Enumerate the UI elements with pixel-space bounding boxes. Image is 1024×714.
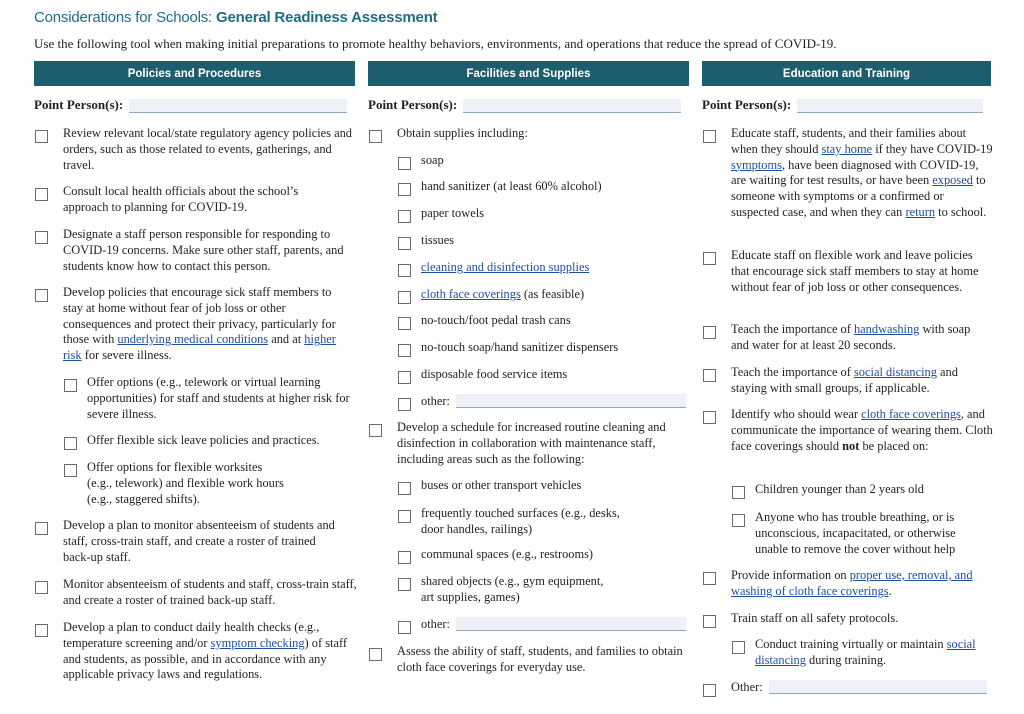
checkbox[interactable] — [398, 157, 411, 170]
checkbox[interactable] — [398, 291, 411, 304]
checkbox[interactable] — [35, 289, 48, 302]
checklist-item-review-policies: Review relevant local/state regulatory agency policies and orders, such as those related to events, gatherings, and travel. — [63, 126, 352, 172]
checklist-item-absenteeism-plan: Develop a plan to monitor absenteeism of students and staff, cross-train staff, and create a roster of trained back-up staff. — [63, 518, 335, 564]
checkbox[interactable] — [398, 317, 411, 330]
other-area-field[interactable] — [456, 617, 686, 631]
return-link[interactable]: return — [905, 204, 936, 219]
supply-tissues: tissues — [421, 233, 455, 247]
intro-text: Use the following tool when making initial preparations to promote healthy behaviors, environments, and operations that reduce the spread of COVID-19. — [34, 36, 837, 51]
supply-hand-sanitizer: hand sanitizer (at least 60% alcohol) — [421, 179, 602, 193]
checklist-item-face-coverings: Identify who should wear cloth face coverings, and communicate the importance of wearing them. Cloth face coverings should not be placed on: — [731, 407, 993, 453]
other-supply-field[interactable] — [456, 394, 686, 408]
checklist-item-train-staff: Train staff on all safety protocols. — [731, 611, 899, 625]
checklist-item-sick-policies: Develop policies that encourage sick staff members to stay at home without fear of job loss or other consequences and protect their privacy, particularly for those with underlying medical conditions and at higher risk for severe illness. — [63, 285, 336, 363]
checklist-item-monitor-absenteeism: Monitor absenteeism of students and staff, cross-train staff, and create a roster of trained back-up staff. — [63, 577, 357, 607]
area-other: other: — [421, 617, 687, 633]
checkbox[interactable] — [64, 464, 77, 477]
point-person-education: Point Person(s): — [702, 97, 983, 113]
checkbox[interactable] — [398, 398, 411, 411]
social-distancing-link[interactable]: social distancing — [853, 365, 937, 379]
exposed-link[interactable]: exposed — [932, 173, 973, 188]
checklist-subitem-telework-options: Offer options (e.g., telework or virtual learning opportunities) for staff and students at higher risk for severe illness. — [87, 375, 350, 421]
checkbox[interactable] — [35, 188, 48, 201]
stay-home-link[interactable]: stay home — [821, 141, 873, 156]
area-touched-surfaces: frequently touched surfaces (e.g., desks, door handles, railings) — [421, 506, 620, 536]
supply-cleaning — [421, 260, 687, 276]
checklist-subitem-sick-leave: Offer flexible sick leave policies and practices. — [87, 433, 320, 447]
checklist-item-designate-staff: Designate a staff person responsible for responding to COVID-19 concerns. Make sure other staff, parents, and students know how to contact this person. — [63, 227, 344, 273]
area-communal-spaces: communal spaces (e.g., restrooms) — [421, 547, 594, 561]
checkbox[interactable] — [398, 264, 411, 277]
checkbox[interactable] — [398, 621, 411, 634]
checkbox[interactable] — [35, 624, 48, 637]
checkbox[interactable] — [398, 482, 411, 495]
checkbox[interactable] — [703, 572, 716, 585]
checkbox[interactable] — [398, 578, 411, 591]
social-distancing-link[interactable]: social distancing — [755, 637, 976, 667]
area-buses: buses or other transport vehicles — [421, 478, 582, 492]
area-shared-objects: shared objects (e.g., gym equipment, art supplies, games) — [421, 574, 604, 604]
column-header-facilities: Facilities and Supplies — [368, 61, 689, 86]
checkbox[interactable] — [35, 522, 48, 535]
checklist-subitem-conduct-training: Conduct training virtually or maintain social distancing during training. — [755, 637, 976, 667]
cleaning-supplies-link[interactable]: cleaning and disinfection supplies — [421, 260, 590, 274]
checklist-item-provide-information: Provide information on proper use, removal, and washing of cloth face coverings. — [731, 568, 973, 598]
checkbox[interactable] — [398, 371, 411, 384]
checklist-item-consult-officials: Consult local health officials about the school’s approach to planning for COVID-19. — [63, 184, 299, 214]
checklist-item-educate-stay-home: Educate staff, students, and their families about when they should stay home if they have COVID-19 symptoms, have been diagnosed with COVID-19, are waiting for test results, or have been exposed to someone with symptoms or a confirmed or suspected case, and when they can return to school. — [731, 126, 993, 219]
checkbox[interactable] — [703, 684, 716, 697]
checklist-subitem-trouble-breathing: Anyone who has trouble breathing, or is unconscious, incapacitated, or otherwise unable to remove the cover without help — [755, 510, 956, 556]
checkbox[interactable] — [703, 326, 716, 339]
supply-cloth-face-coverings: cloth face coverings (as feasible) — [421, 287, 585, 301]
checkbox[interactable] — [64, 379, 77, 392]
underlying-conditions-link[interactable]: underlying medical conditions — [117, 332, 269, 347]
checkbox[interactable] — [398, 237, 411, 250]
supply-soap: soap — [421, 153, 444, 167]
checkbox[interactable] — [35, 581, 48, 594]
cloth-face-coverings-link[interactable]: cloth face coverings — [861, 407, 961, 421]
checkbox[interactable] — [703, 369, 716, 382]
supply-paper-towels: paper towels — [421, 206, 484, 220]
checkbox[interactable] — [35, 231, 48, 244]
checkbox[interactable] — [398, 344, 411, 357]
point-person-facilities: Point Person(s): — [368, 97, 681, 113]
proper-use-link[interactable]: proper use, removal, and washing of cloth face coverings — [731, 568, 973, 598]
higher-risk-link[interactable]: higher risk — [63, 332, 336, 363]
checklist-item-assess-face-coverings: Assess the ability of staff, students, and families to obtain cloth face coverings for everyday use. — [397, 644, 683, 674]
cloth-face-coverings-link[interactable]: cloth face coverings — [421, 287, 521, 301]
point-person-policies: Point Person(s): — [34, 97, 347, 113]
checkbox[interactable] — [369, 130, 382, 143]
checkbox[interactable] — [64, 437, 77, 450]
checklist-item-educate-leave-policies: Educate staff on flexible work and leave policies that encourage sick staff members to stay at home without fear of job loss or other consequences. — [731, 248, 979, 294]
symptoms-link[interactable]: symptoms — [731, 157, 782, 172]
checklist-subitem-flexible-worksites: Offer options for flexible worksites (e.g., telework) and flexible work hours (e.g., staggered shifts). — [87, 460, 284, 506]
symptom-checking-link[interactable]: symptom checking — [210, 635, 305, 650]
handwashing-link[interactable]: handwashing — [853, 322, 920, 336]
column-header-education: Education and Training — [702, 61, 991, 86]
supply-dispensers: no-touch soap/hand sanitizer dispensers — [421, 340, 619, 354]
checklist-item-obtain-supplies: Obtain supplies including: — [397, 126, 528, 140]
checkbox[interactable] — [703, 411, 716, 424]
point-person-field[interactable] — [797, 99, 983, 113]
supply-other: other: — [421, 394, 687, 410]
supply-food-service: disposable food service items — [421, 367, 568, 381]
column-header-policies: Policies and Procedures — [34, 61, 355, 86]
checklist-item-handwashing: Teach the importance of handwashing with soap and water for at least 20 seconds. — [731, 322, 971, 352]
checkbox[interactable] — [398, 183, 411, 196]
checklist-subitem-children-under-2: Children younger than 2 years old — [755, 482, 924, 496]
checkbox[interactable] — [732, 514, 745, 527]
point-person-field[interactable] — [129, 99, 347, 113]
checkbox[interactable] — [369, 424, 382, 437]
checkbox[interactable] — [398, 210, 411, 223]
checkbox[interactable] — [703, 252, 716, 265]
checkbox[interactable] — [703, 130, 716, 143]
checkbox[interactable] — [35, 130, 48, 143]
checkbox[interactable] — [732, 486, 745, 499]
point-person-field[interactable] — [463, 99, 681, 113]
checkbox[interactable] — [369, 648, 382, 661]
checklist-item-social-distancing: Teach the importance of social distancing and staying with small groups, if applicable. — [731, 365, 958, 395]
checklist-item-cleaning-schedule: Develop a schedule for increased routine cleaning and disinfection in collaboration with maintenance staff, including areas such as the following: — [397, 420, 666, 466]
supply-trash-cans: no-touch/foot pedal trash cans — [421, 313, 571, 327]
checklist-item-health-checks: Develop a plan to conduct daily health checks (e.g., temperature screening and/or symptom checking) of staff and students, as possible, and in accordance with any applicable privacy laws and regulations. — [63, 620, 347, 682]
checkbox[interactable] — [398, 510, 411, 523]
checklist-item-other: Other: — [731, 680, 993, 696]
checkbox[interactable] — [732, 641, 745, 654]
checkbox[interactable] — [703, 615, 716, 628]
other-training-field[interactable] — [769, 680, 987, 694]
page-title: Considerations for Schools: General Readiness Assessment — [34, 9, 438, 26]
checkbox[interactable] — [398, 551, 411, 564]
